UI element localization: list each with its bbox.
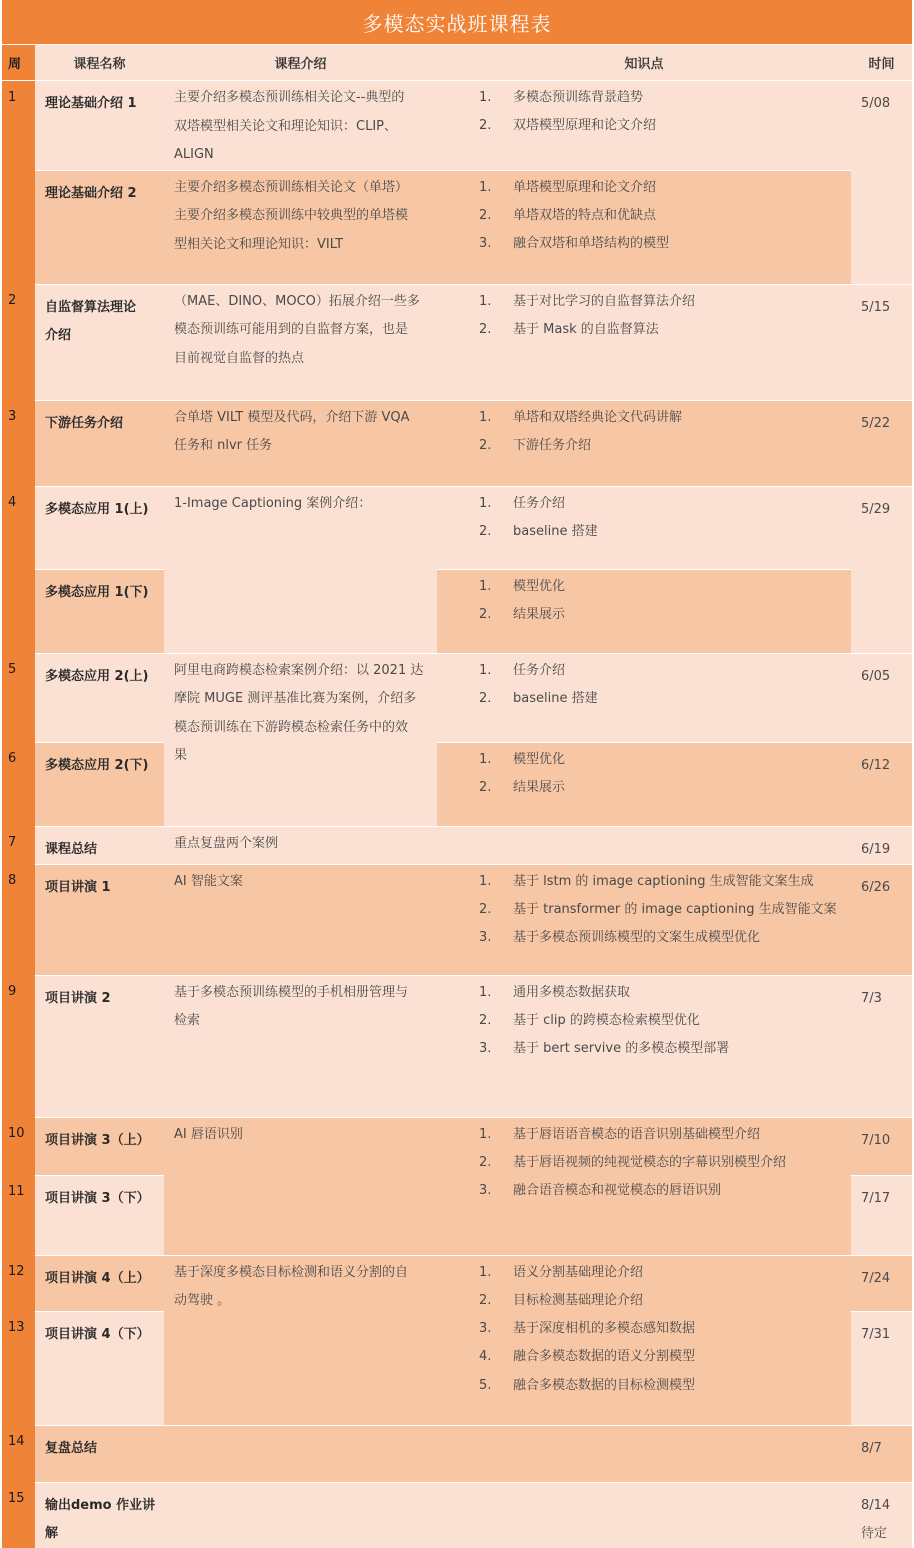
time-value: 5/22 xyxy=(861,415,891,431)
knowledge-point-text: 基于深度相机的多模态感知数据 xyxy=(513,1321,696,1337)
course-intro-cell xyxy=(164,1255,437,1425)
time-cell xyxy=(851,486,912,653)
knowledge-point-text: 模型优化 xyxy=(513,751,566,767)
knowledge-point-text: 结果展示 xyxy=(513,779,566,795)
table-row xyxy=(2,1117,912,1175)
course-intro-line: 主要介绍多模态预训练相关论文（单塔） xyxy=(174,179,409,195)
knowledge-point-item xyxy=(437,1035,845,1063)
course-name-line: 复盘总结 xyxy=(45,1440,98,1456)
time-cell xyxy=(851,742,912,826)
knowledge-point-number: 1. xyxy=(479,984,492,1000)
course-intro-line: 果 xyxy=(174,748,188,763)
course-name-line: 项目讲演 1 xyxy=(45,879,111,895)
course-name-cell xyxy=(35,400,164,486)
knowledge-points-cell xyxy=(437,170,851,284)
time-value: 7/31 xyxy=(861,1326,891,1342)
week-cell: 11 xyxy=(2,1175,35,1255)
knowledge-point-text: 基于多模态预训练模型的文案生成模型优化 xyxy=(513,930,761,946)
knowledge-points-cell xyxy=(437,1117,851,1255)
course-name-line: 多模态应用 1(下) xyxy=(45,584,149,600)
knowledge-point-text: 基于唇语语音模态的语音识别基础模型介绍 xyxy=(513,1126,761,1142)
knowledge-point-text: 基于唇语视频的纯视觉模态的字幕识别模型介绍 xyxy=(513,1154,787,1170)
table-row xyxy=(2,486,912,569)
knowledge-point-number: 2. xyxy=(479,207,492,223)
knowledge-point-item xyxy=(437,1343,845,1371)
course-intro-line: 型相关论文和理论知识：VILT xyxy=(174,236,344,252)
knowledge-point-item xyxy=(437,746,845,774)
knowledge-points-list xyxy=(437,1259,845,1400)
knowledge-point-number: 3. xyxy=(479,930,492,946)
course-name-line: 项目讲演 2 xyxy=(45,990,111,1006)
course-intro-line: 基于多模态预训练模型的手机相册管理与 xyxy=(174,984,409,1000)
knowledge-point-number: 2. xyxy=(479,1012,492,1028)
course-name-line: 项目讲演 4（上） xyxy=(45,1270,150,1286)
time-value: 7/24 xyxy=(861,1270,891,1286)
header-course-name: 课程名称 xyxy=(35,45,164,81)
course-name-line: 项目讲演 3（下） xyxy=(45,1190,150,1206)
knowledge-point-text: 下游任务介绍 xyxy=(513,437,592,453)
course-intro-line: ALIGN xyxy=(174,147,214,162)
knowledge-points-list xyxy=(437,1121,845,1206)
course-name-cell xyxy=(35,170,164,284)
knowledge-point-item xyxy=(437,868,845,896)
knowledge-point-text: 任务介绍 xyxy=(513,662,566,678)
knowledge-points-cell xyxy=(437,1425,851,1482)
knowledge-points-list xyxy=(437,174,845,259)
knowledge-point-text: 融合多模态数据的目标检测模型 xyxy=(513,1377,696,1393)
knowledge-point-text: 语义分割基础理论介绍 xyxy=(513,1264,644,1280)
knowledge-point-text: 多模态预训练背景趋势 xyxy=(513,90,644,105)
knowledge-points-cell xyxy=(437,569,851,653)
course-name-line: 多模态应用 1(上) xyxy=(45,501,149,517)
time-cell xyxy=(851,1311,912,1425)
knowledge-points-list xyxy=(437,979,845,1064)
time-cell xyxy=(851,1175,912,1255)
knowledge-point-item xyxy=(437,518,845,546)
knowledge-points-list xyxy=(437,746,845,803)
knowledge-point-text: 目标检测基础理论介绍 xyxy=(513,1292,644,1308)
table-row xyxy=(2,826,912,864)
knowledge-point-item xyxy=(437,1149,845,1177)
time-cell xyxy=(851,1255,912,1311)
header-time: 时间 xyxy=(851,45,912,81)
knowledge-point-text: baseline 搭建 xyxy=(513,690,598,706)
knowledge-point-number: 1. xyxy=(479,495,492,511)
knowledge-point-text: 基于 clip 的跨模态检索模型优化 xyxy=(513,1012,700,1028)
time-cell xyxy=(851,653,912,742)
knowledge-points-cell xyxy=(437,1255,851,1425)
course-intro-line: 动驾驶 。 xyxy=(174,1293,231,1308)
course-intro-line: AI 智能文案 xyxy=(174,873,243,889)
knowledge-point-item xyxy=(437,774,845,802)
knowledge-points-cell xyxy=(437,826,851,864)
course-name-cell xyxy=(35,975,164,1117)
week-cell: 4 xyxy=(2,486,35,653)
knowledge-point-text: 结果展示 xyxy=(513,606,566,622)
course-name-line: 下游任务介绍 xyxy=(45,415,124,431)
course-name-cell xyxy=(35,81,164,170)
course-intro-line: 双塔模型相关论文和理论知识：CLIP、 xyxy=(174,118,397,134)
course-name-line: 自监督算法理论 xyxy=(45,299,137,315)
time-cell xyxy=(851,826,912,864)
knowledge-points-cell xyxy=(437,486,851,569)
knowledge-point-item xyxy=(437,490,845,518)
course-name-line: 多模态应用 2(下) xyxy=(45,757,149,773)
knowledge-point-number: 2. xyxy=(479,321,492,337)
course-intro-line: 合单塔 VILT 模型及代码，介绍下游 VQA xyxy=(174,409,410,425)
knowledge-point-item xyxy=(437,896,845,924)
course-intro-line: 目前视觉自监督的热点 xyxy=(174,350,305,366)
course-name-line: 理论基础介绍 2 xyxy=(45,185,137,201)
table-row xyxy=(2,170,912,284)
knowledge-points-list xyxy=(437,84,845,141)
time-value: 待定 xyxy=(861,1525,888,1541)
knowledge-point-item xyxy=(437,84,845,112)
week-cell: 9 xyxy=(2,975,35,1117)
course-name-line: 多模态应用 2(上) xyxy=(45,668,149,684)
course-intro-cell xyxy=(164,1117,437,1255)
knowledge-point-item xyxy=(437,432,845,460)
schedule-page xyxy=(2,0,912,1541)
course-intro-cell xyxy=(164,170,437,284)
week-cell: 6 xyxy=(2,742,35,826)
time-value: 7/10 xyxy=(861,1132,891,1148)
course-name-cell xyxy=(35,486,164,569)
knowledge-point-number: 1. xyxy=(479,1126,492,1142)
knowledge-points-cell xyxy=(437,400,851,486)
course-name-cell xyxy=(35,1175,164,1255)
course-intro-line: 阿里电商跨模态检索案例介绍：以 2021 达 xyxy=(174,662,424,678)
knowledge-point-item xyxy=(437,924,845,952)
knowledge-point-item xyxy=(437,979,845,1007)
time-value: 8/7 xyxy=(861,1440,882,1456)
time-value: 8/14 xyxy=(861,1497,891,1513)
knowledge-point-number: 1. xyxy=(479,293,492,309)
knowledge-point-item xyxy=(437,404,845,432)
knowledge-point-number: 2. xyxy=(479,606,492,622)
schedule-table xyxy=(2,45,912,1548)
table-row xyxy=(2,1255,912,1311)
course-name-line: 输出demo 作业讲 xyxy=(45,1497,156,1513)
time-cell xyxy=(851,1117,912,1175)
knowledge-point-number: 2. xyxy=(479,118,492,134)
week-cell: 3 xyxy=(2,400,35,486)
time-value: 7/3 xyxy=(861,990,882,1006)
week-cell: 10 xyxy=(2,1117,35,1175)
knowledge-point-number: 1. xyxy=(479,578,492,594)
knowledge-point-number: 5. xyxy=(479,1377,492,1393)
knowledge-point-number: 1. xyxy=(479,90,492,105)
table-row xyxy=(2,864,912,975)
knowledge-point-item xyxy=(437,112,845,140)
table-row xyxy=(2,81,912,170)
week-cell: 5 xyxy=(2,653,35,742)
course-name-line: 理论基础介绍 1 xyxy=(45,96,137,111)
knowledge-point-number: 1. xyxy=(479,1264,492,1280)
header-course-intro: 课程介绍 xyxy=(164,45,437,81)
knowledge-point-text: 通用多模态数据获取 xyxy=(513,984,631,1000)
knowledge-point-item xyxy=(437,1287,845,1315)
knowledge-points-cell xyxy=(437,975,851,1117)
header-row xyxy=(2,45,912,81)
course-intro-line: 基于深度多模态目标检测和语义分割的自 xyxy=(174,1264,409,1280)
knowledge-point-text: 基于 transformer 的 image captioning 生成智能文案 xyxy=(513,901,837,917)
course-name-cell xyxy=(35,864,164,975)
course-intro-cell xyxy=(164,81,437,170)
knowledge-points-cell xyxy=(437,284,851,400)
course-name-line: 项目讲演 3（上） xyxy=(45,1132,150,1148)
time-value: 5/29 xyxy=(861,501,891,517)
course-intro-line: 任务和 nlvr 任务 xyxy=(174,438,273,453)
table-row xyxy=(2,284,912,400)
course-intro-cell xyxy=(164,975,437,1117)
knowledge-point-number: 3. xyxy=(479,1041,492,1057)
course-name-cell xyxy=(35,1117,164,1175)
knowledge-points-cell xyxy=(437,864,851,975)
time-value: 5/15 xyxy=(861,299,891,315)
knowledge-point-number: 2. xyxy=(479,1154,492,1170)
knowledge-point-item xyxy=(437,657,845,685)
knowledge-point-item xyxy=(437,288,845,316)
knowledge-point-text: 模型优化 xyxy=(513,578,566,594)
header-week: 周 xyxy=(2,45,35,81)
week-cell: 13 xyxy=(2,1311,35,1425)
course-name-line: 课程总结 xyxy=(45,841,98,857)
week-cell: 7 xyxy=(2,826,35,864)
knowledge-point-item xyxy=(437,316,845,344)
course-intro-line: （MAE、DINO、MOCO）拓展介绍一些多 xyxy=(174,293,420,309)
time-value: 5/08 xyxy=(861,96,891,111)
knowledge-point-item xyxy=(437,685,845,713)
header-knowledge-points: 知识点 xyxy=(437,45,851,81)
knowledge-point-number: 1. xyxy=(479,662,492,678)
table-row xyxy=(2,742,912,826)
course-name-cell xyxy=(35,653,164,742)
course-intro-cell xyxy=(164,284,437,400)
knowledge-point-item xyxy=(437,230,845,258)
course-name-cell xyxy=(35,569,164,653)
course-intro-line: 模态预训练在下游跨模态检索任务中的效 xyxy=(174,719,409,735)
knowledge-point-item xyxy=(437,1372,845,1400)
knowledge-point-text: baseline 搭建 xyxy=(513,523,598,539)
knowledge-point-number: 4. xyxy=(479,1349,492,1365)
knowledge-point-text: 基于 bert servive 的多模态模型部署 xyxy=(513,1041,730,1057)
knowledge-point-text: 融合双塔和单塔结构的模型 xyxy=(513,236,670,252)
knowledge-point-text: 单塔模型原理和论文介绍 xyxy=(513,179,657,195)
knowledge-point-number: 1. xyxy=(479,873,492,889)
course-intro-cell xyxy=(164,864,437,975)
knowledge-point-number: 3. xyxy=(479,1183,492,1199)
knowledge-points-cell xyxy=(437,653,851,742)
knowledge-point-number: 2. xyxy=(479,1292,492,1308)
course-name-cell xyxy=(35,1311,164,1425)
course-intro-line: 重点复盘两个案例 xyxy=(174,835,279,851)
knowledge-point-number: 1. xyxy=(479,179,492,195)
knowledge-point-number: 3. xyxy=(479,1321,492,1337)
course-intro-cell xyxy=(164,486,437,653)
week-cell: 8 xyxy=(2,864,35,975)
knowledge-points-list xyxy=(437,288,845,345)
knowledge-point-text: 单塔和双塔经典论文代码讲解 xyxy=(513,409,683,425)
course-intro-line: 主要介绍多模态预训练相关论文--典型的 xyxy=(174,90,405,105)
knowledge-point-number: 3. xyxy=(479,236,492,252)
course-intro-cell xyxy=(164,400,437,486)
course-intro-line: 检索 xyxy=(174,1013,201,1028)
course-name-cell xyxy=(35,284,164,400)
course-name-cell xyxy=(35,826,164,864)
knowledge-points-cell xyxy=(437,742,851,826)
knowledge-point-item xyxy=(437,573,845,601)
time-value: 6/05 xyxy=(861,668,891,684)
knowledge-point-number: 2. xyxy=(479,779,492,795)
knowledge-points-list xyxy=(437,490,845,547)
schedule-title: 多模态实战班课程表 xyxy=(2,0,912,44)
knowledge-points-list xyxy=(437,657,845,714)
knowledge-point-number: 2. xyxy=(479,901,492,917)
time-cell xyxy=(851,975,912,1117)
knowledge-point-text: 任务介绍 xyxy=(513,495,566,511)
knowledge-point-number: 2. xyxy=(479,690,492,706)
time-cell xyxy=(851,1425,912,1482)
knowledge-point-text: 基于 lstm 的 image captioning 生成智能文案生成 xyxy=(513,873,814,889)
week-cell: 12 xyxy=(2,1255,35,1311)
knowledge-point-text: 基于对比学习的自监督算法介绍 xyxy=(513,293,696,309)
knowledge-point-number: 2. xyxy=(479,523,492,539)
knowledge-points-list xyxy=(437,868,845,953)
table-row xyxy=(2,400,912,486)
knowledge-point-number: 1. xyxy=(479,409,492,425)
week-cell: 2 xyxy=(2,284,35,400)
table-row xyxy=(2,1425,912,1482)
knowledge-point-text: 融合多模态数据的语义分割模型 xyxy=(513,1349,696,1365)
time-cell xyxy=(851,400,912,486)
course-name-line: 项目讲演 4（下） xyxy=(45,1326,150,1342)
course-name-cell xyxy=(35,742,164,826)
week-cell: 15 xyxy=(2,1482,35,1548)
time-value: 6/12 xyxy=(861,757,891,773)
table-row xyxy=(2,569,912,653)
course-name-line: 介绍 xyxy=(45,327,72,343)
course-intro-line: 摩院 MUGE 测评基准比赛为案例，介绍多 xyxy=(174,691,417,706)
time-cell xyxy=(851,284,912,400)
time-value: 7/17 xyxy=(861,1190,891,1206)
knowledge-point-text: 融合语音模态和视觉模态的唇语识别 xyxy=(513,1183,722,1199)
course-name-cell xyxy=(35,1255,164,1311)
knowledge-point-item xyxy=(437,601,845,629)
course-intro-line: 1-Image Captioning 案例介绍： xyxy=(174,495,372,511)
knowledge-point-number: 2. xyxy=(479,437,492,453)
time-cell xyxy=(851,864,912,975)
knowledge-point-item xyxy=(437,202,845,230)
knowledge-point-text: 双塔模型原理和论文介绍 xyxy=(513,118,657,134)
knowledge-point-text: 单塔双塔的特点和优缺点 xyxy=(513,207,657,223)
course-intro-cell xyxy=(164,653,437,826)
knowledge-points-list xyxy=(437,404,845,461)
time-value: 6/26 xyxy=(861,879,891,895)
knowledge-point-text: 基于 Mask 的自监督算法 xyxy=(513,321,659,337)
course-intro-line: 主要介绍多模态预训练中较典型的单塔模 xyxy=(174,208,409,223)
time-cell xyxy=(851,81,912,284)
knowledge-points-cell xyxy=(437,81,851,170)
week-cell: 14 xyxy=(2,1425,35,1482)
knowledge-point-item xyxy=(437,1121,845,1149)
course-name-cell xyxy=(35,1425,164,1482)
knowledge-point-item xyxy=(437,1177,845,1205)
schedule-body xyxy=(2,81,912,1548)
knowledge-point-item xyxy=(437,174,845,202)
knowledge-point-item xyxy=(437,1007,845,1035)
table-row xyxy=(2,653,912,742)
course-intro-cell xyxy=(164,1425,437,1482)
course-intro-cell xyxy=(164,826,437,864)
knowledge-points-list xyxy=(437,573,845,630)
knowledge-point-item xyxy=(437,1315,845,1343)
knowledge-point-number: 1. xyxy=(479,751,492,767)
week-cell: 1 xyxy=(2,81,35,284)
course-intro-line: AI 唇语识别 xyxy=(174,1126,243,1142)
time-value: 6/19 xyxy=(861,841,891,857)
knowledge-point-item xyxy=(437,1259,845,1287)
course-name-line: 解 xyxy=(45,1525,59,1541)
course-intro-line: 模态预训练可能用到的自监督方案，也是 xyxy=(174,322,409,337)
table-row xyxy=(2,975,912,1117)
